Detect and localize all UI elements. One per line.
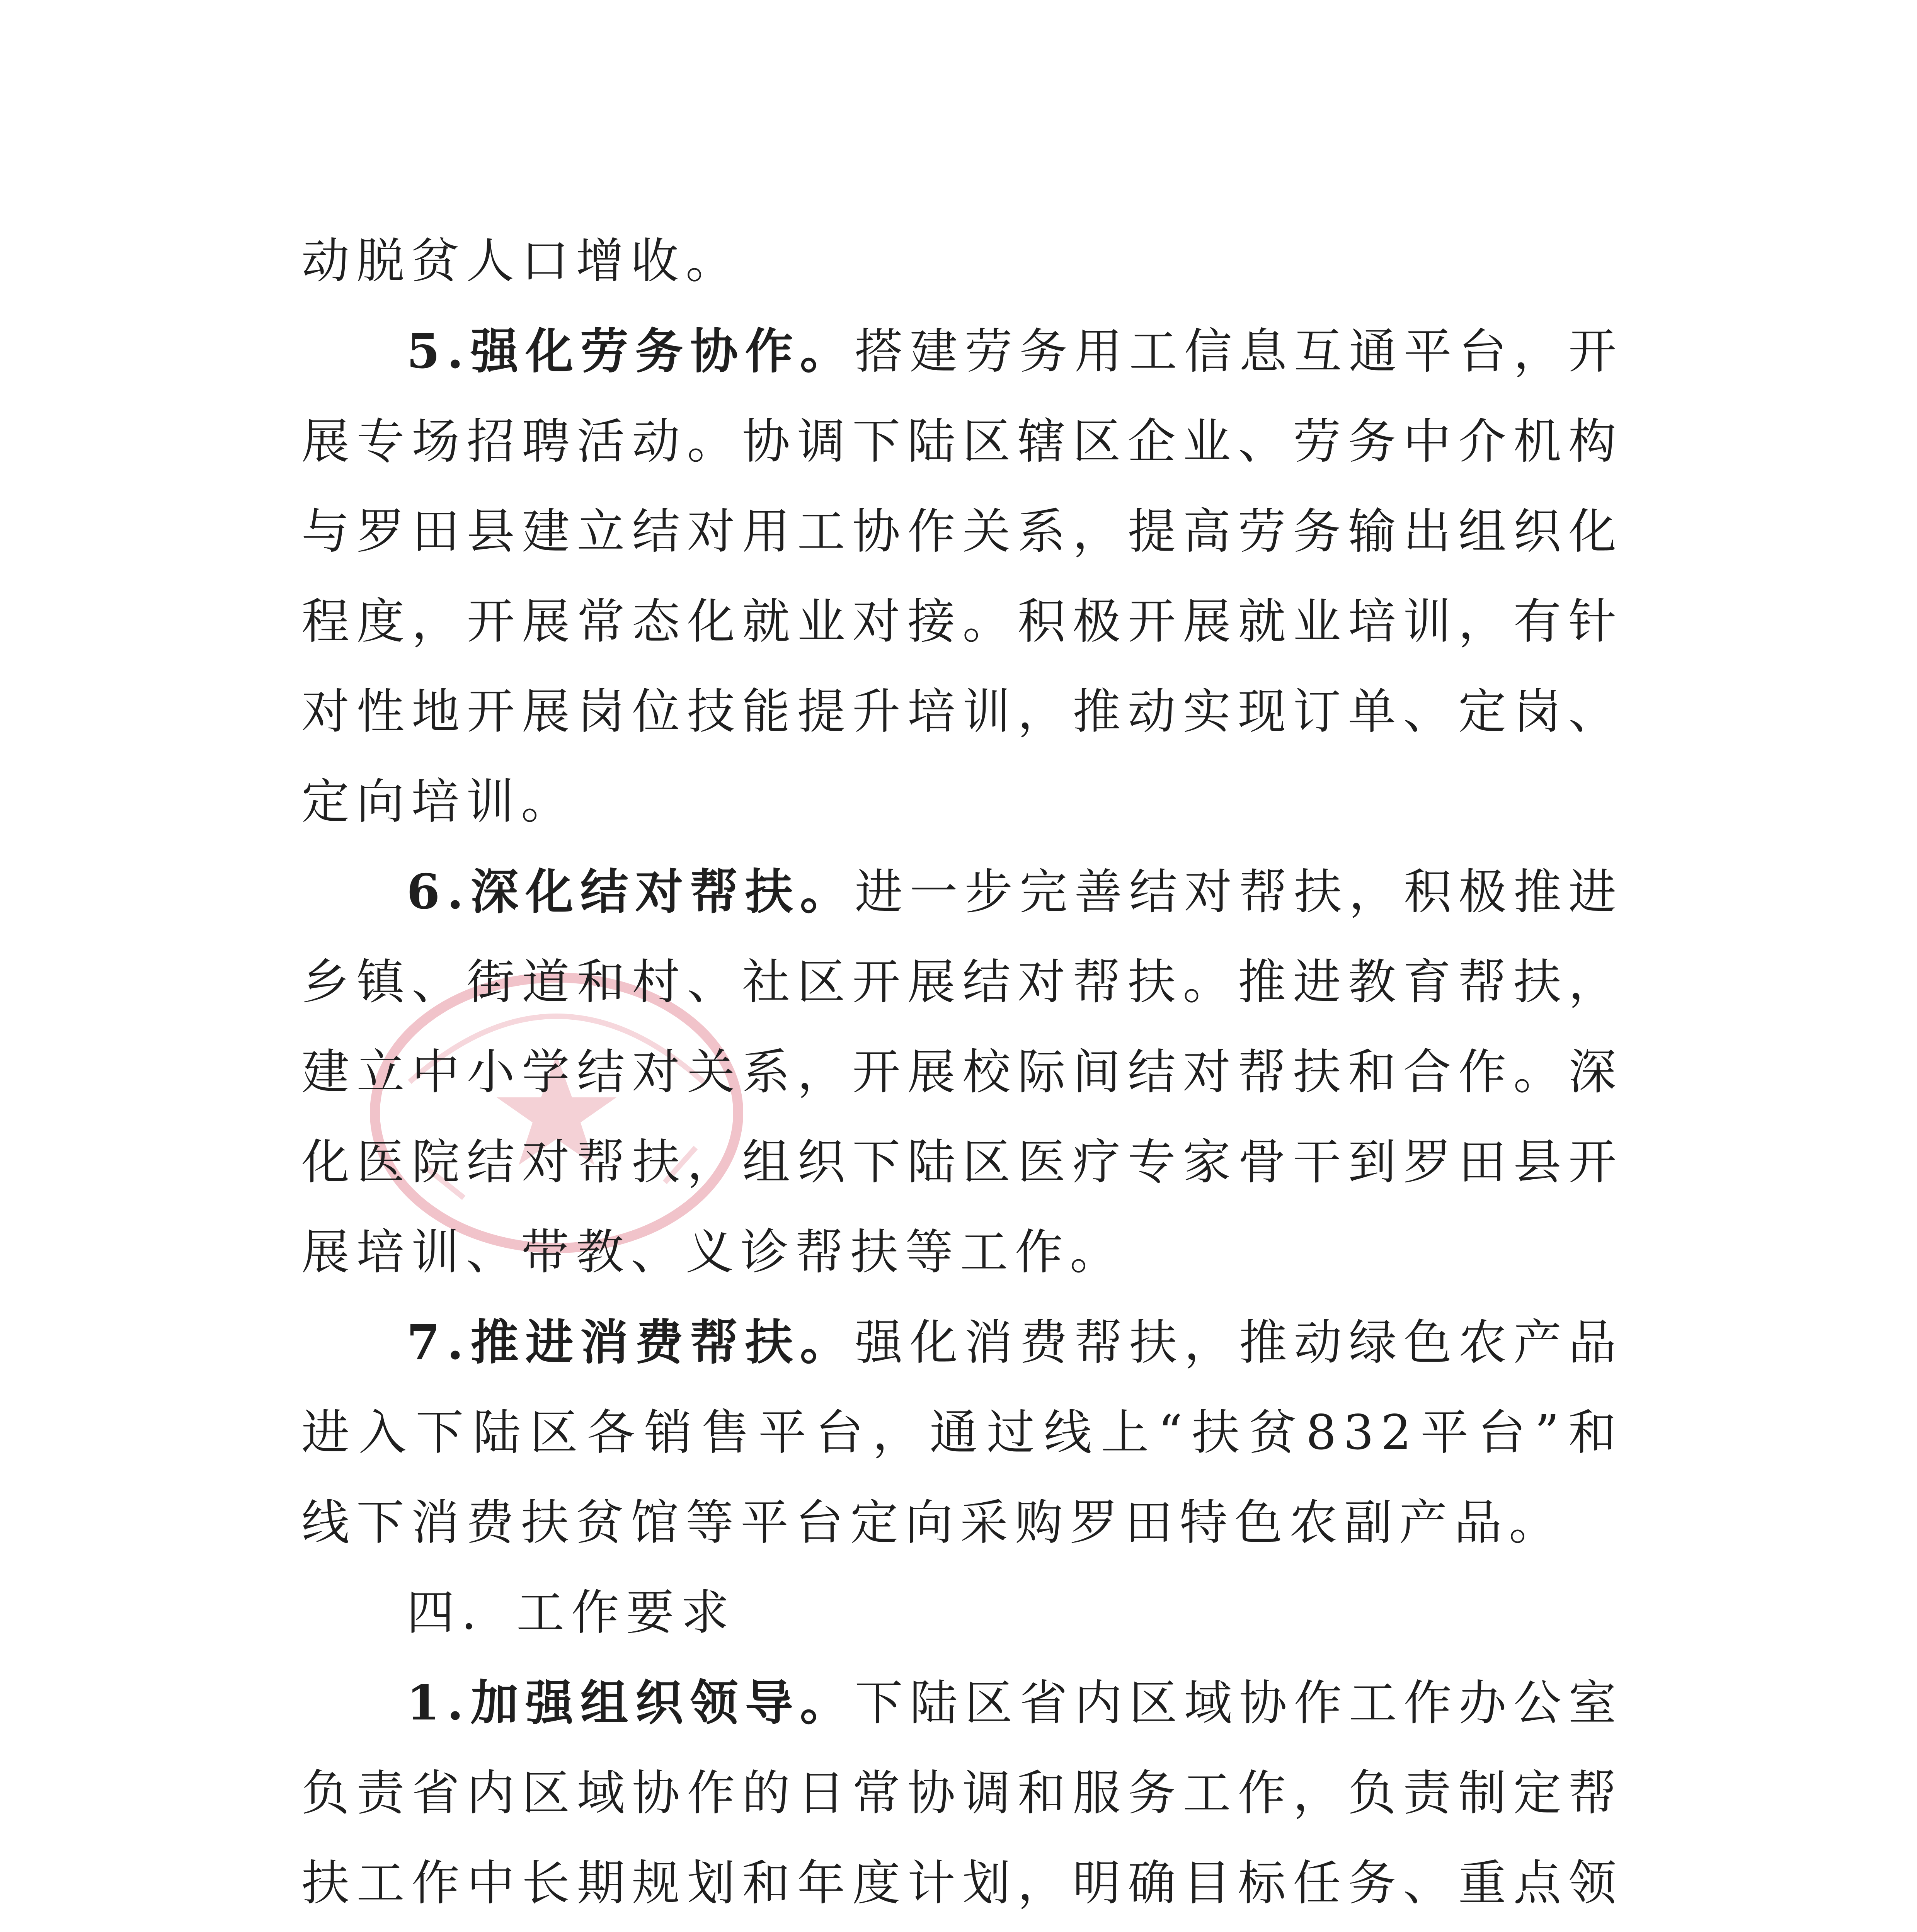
item-7-body: 强化消费帮扶，推动绿色农产品进入下陆区各销售平台，通过线上“扶贫832平台”和线下消费扶贫馆等平台定向采购罗田特色农副产品。 [301, 1315, 1623, 1551]
item-7-paragraph [301, 1298, 1623, 1568]
item-6-number: 6. [407, 864, 471, 920]
item-6-paragraph [301, 847, 1623, 1298]
requirement-1-title: 加强组织领导。 [470, 1675, 855, 1731]
item-7-number: 7. [407, 1315, 471, 1371]
item-5-number: 5. [407, 323, 471, 379]
requirement-1-number: 1. [407, 1675, 471, 1731]
requirement-1-paragraph [301, 1658, 1623, 1932]
continuation-paragraph: 动脱贫人口增收。 [301, 233, 741, 289]
item-6-title: 深化结对帮扶。 [470, 864, 855, 920]
item-5-body: 搭建劳务用工信息互通平台，开展专场招聘活动。协调下陆区辖区企业、劳务中介机构与罗田县建立结对用工协作关系，提高劳务输出组织化程度，开展常态化就业对接。积极开展就业培训，有针对性地开展岗位技能提升培训，推动实现订单、定岗、定向培训。 [301, 324, 1623, 830]
body-text [301, 216, 1623, 1932]
item-5-paragraph [301, 306, 1623, 847]
item-7-title: 推进消费帮扶。 [470, 1315, 855, 1371]
item-6-body: 进一步完善结对帮扶，积极推进乡镇、街道和村、社区开展结对帮扶。推进教育帮扶，建立中小学结对关系，开展校际间结对帮扶和合作。深化医院结对帮扶，组织下陆区医疗专家骨干到罗田县开展培训、带教、义诊帮扶等工作。 [301, 864, 1623, 1280]
requirement-1-body: 下陆区省内区域协作工作办公室负责省内区域协作的日常协调和服务工作，负责制定帮扶工作中长期规划和年度计划，明确目标任务、重点领 [301, 1675, 1623, 1911]
item-5-title: 强化劳务协作。 [470, 323, 855, 379]
section-heading: 四．工作要求 [407, 1585, 736, 1641]
